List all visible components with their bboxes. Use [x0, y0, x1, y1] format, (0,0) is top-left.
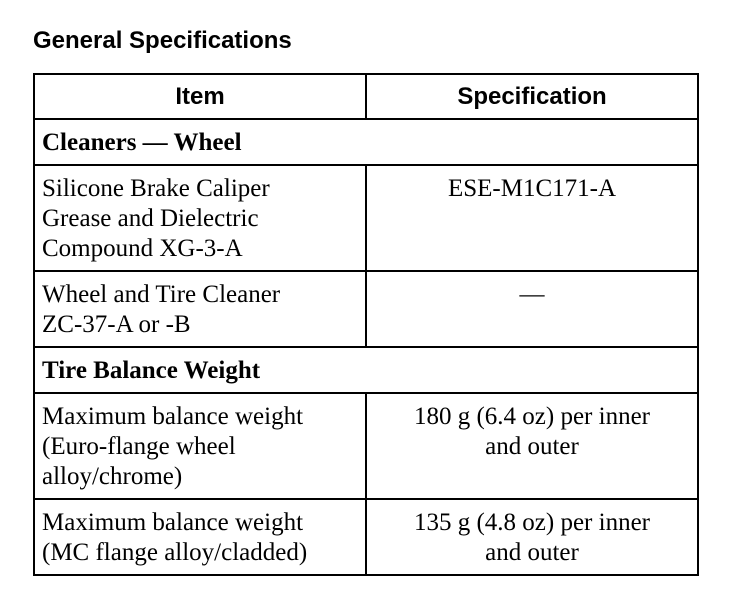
item-line: Grease and Dielectric: [42, 205, 259, 232]
item-line: Maximum balance weight: [42, 403, 304, 430]
item-cell: [34, 165, 366, 271]
item-line: Wheel and Tire Cleaner: [42, 281, 281, 308]
section-row: [34, 119, 698, 165]
item-line: alloy/chrome): [42, 463, 183, 490]
item-line: (Euro-flange wheel: [42, 433, 236, 460]
item-cell: [34, 271, 366, 347]
table-row: [34, 165, 698, 271]
item-cell: [34, 499, 366, 575]
specification-cell: [366, 271, 698, 347]
section-cleaners-wheel: Cleaners — Wheel: [34, 119, 698, 165]
table-row: [34, 393, 698, 499]
item-line: Maximum balance weight: [42, 509, 304, 536]
table-row: [34, 271, 698, 347]
spec-line: ESE-M1C171-A: [447, 175, 617, 202]
specification-cell: [366, 165, 698, 271]
document-title: General Specifications: [33, 27, 292, 54]
header-row: [34, 74, 698, 119]
item-line: Silicone Brake Caliper: [42, 175, 270, 202]
item-line: (MC flange alloy/cladded): [42, 539, 308, 566]
table-row: [34, 499, 698, 575]
specifications-table: [33, 73, 699, 576]
item-cell: [34, 393, 366, 499]
spec-line: —: [519, 281, 545, 308]
spec-line: and outer: [485, 433, 579, 460]
section-row: [34, 347, 698, 393]
specification-column-header: Specification: [366, 74, 698, 119]
spec-line: and outer: [485, 539, 579, 566]
item-line: ZC-37-A or -B: [42, 311, 191, 338]
section-tire-balance-weight: Tire Balance Weight: [34, 347, 698, 393]
item-column-header: Item: [34, 74, 366, 119]
specification-cell: [366, 393, 698, 499]
spec-line: 135 g (4.8 oz) per inner: [413, 509, 651, 536]
specification-cell: [366, 499, 698, 575]
item-line: Compound XG-3-A: [42, 235, 243, 262]
spec-line: 180 g (6.4 oz) per inner: [413, 403, 651, 430]
